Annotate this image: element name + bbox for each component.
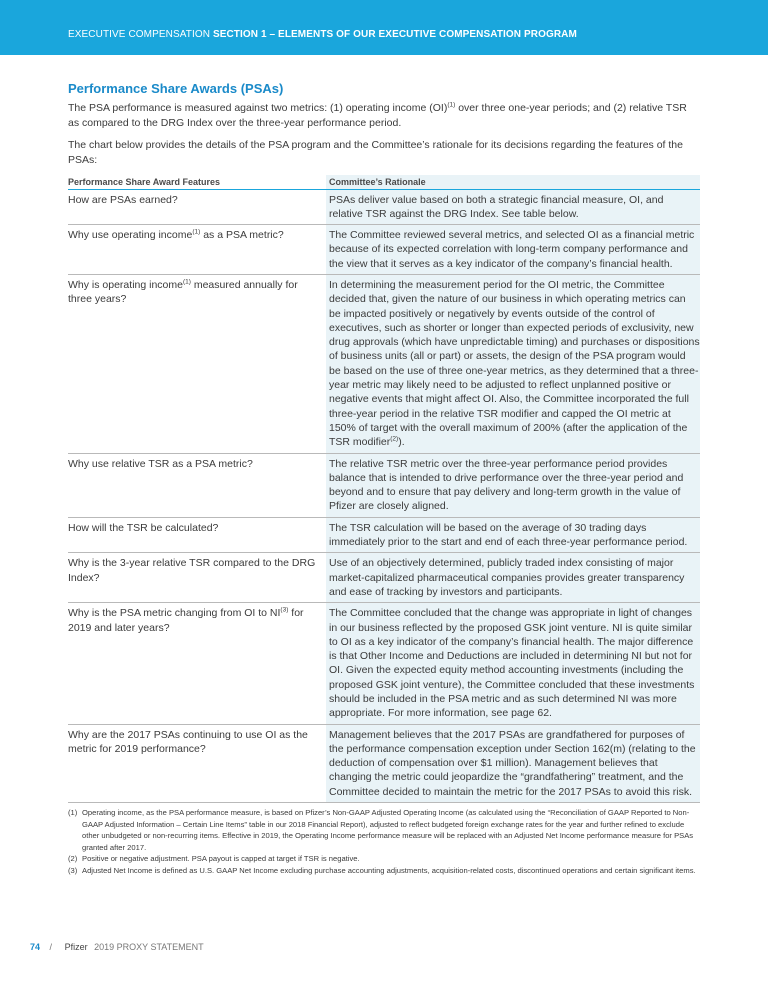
rationale-cell bbox=[326, 553, 700, 603]
page-footer bbox=[30, 942, 204, 952]
cell-text: ). bbox=[398, 436, 405, 449]
cell-text: The TSR calculation will be based on the average of 30 trading days immediately prior to the start and end of each three-year performance period. bbox=[329, 521, 688, 549]
feature-cell bbox=[68, 553, 326, 603]
table-header-row bbox=[68, 175, 700, 189]
footnote-ref: (1) bbox=[192, 228, 201, 236]
rationale-cell bbox=[326, 274, 700, 453]
rationale-cell bbox=[326, 724, 700, 802]
cell-text: Why is operating income bbox=[68, 278, 183, 291]
feature-cell bbox=[68, 603, 326, 724]
cell-text: for 2019 and later years? bbox=[68, 607, 304, 634]
table-row bbox=[68, 603, 700, 724]
cell-text: Why is the PSA metric changing from OI to NI bbox=[68, 607, 281, 620]
feature-cell bbox=[68, 189, 326, 225]
table-row bbox=[68, 189, 700, 225]
table-row bbox=[68, 724, 700, 802]
rationale-cell bbox=[326, 189, 700, 225]
cell-text: Why is the 3-year relative TSR compared to the DRG Index? bbox=[68, 557, 316, 584]
page-title: Performance Share Awards (PSAs) bbox=[68, 81, 284, 96]
footnotes bbox=[68, 807, 700, 877]
footnote-number: (2) bbox=[68, 854, 78, 864]
feature-cell bbox=[68, 225, 326, 275]
feature-cell bbox=[68, 517, 326, 553]
cell-text: measured annually for three years? bbox=[68, 278, 298, 306]
cell-text: as a PSA metric? bbox=[200, 229, 284, 242]
intro-paragraph-2: The chart below provides the details of the PSA program and the Committee’s rationale for its decisions regarding the features of the PSAs: bbox=[68, 139, 683, 166]
intro-paragraph-1 bbox=[68, 101, 700, 131]
intro-text: The PSA performance is measured against two metrics: (1) operating income (OI) bbox=[68, 102, 448, 114]
feature-cell bbox=[68, 724, 326, 802]
table-row bbox=[68, 274, 700, 453]
cell-text: Why are the 2017 PSAs continuing to use OI as the metric for 2019 performance? bbox=[68, 728, 308, 755]
section-header-category: EXECUTIVE COMPENSATION bbox=[68, 29, 211, 40]
cell-text: PSAs deliver value based on both a strategic financial measure, OI, and relative TSR against the DRG Index. See table below. bbox=[329, 193, 664, 220]
footnote-ref: (1) bbox=[182, 278, 191, 286]
cell-text: Why use relative TSR as a PSA metric? bbox=[68, 457, 253, 470]
footnote-ref: (3) bbox=[280, 606, 289, 614]
table-row bbox=[68, 517, 700, 553]
section-header bbox=[68, 29, 577, 40]
footer-brand: Pfizer bbox=[64, 942, 88, 952]
cell-text: Management believes that the 2017 PSAs are grandfathered for purposes of the performance compensation exception under Section 162(m) (relating to the deduction of compensation over $1 million). Management believes that changing the metric could jeopardize the “grandfathering” treatment, and the Committee decided to maintain the metric for the 2017 PSAs to avoid this risk. bbox=[329, 728, 696, 798]
cell-text: The Committee reviewed several metrics, and selected OI as a financial metric because of its expected correlation with long-term company performance and the view that it serves as a key indicator of the company’s financial health. bbox=[329, 229, 695, 270]
rationale-cell bbox=[326, 453, 700, 517]
table-row bbox=[68, 553, 700, 603]
cell-text: Why use operating income bbox=[68, 229, 193, 242]
page-number: 74 bbox=[30, 942, 41, 952]
feature-cell bbox=[68, 453, 326, 517]
footnote-ref: (2) bbox=[390, 435, 399, 443]
footnote-text: Operating income, as the PSA performance measure, is based on Pfizer’s Non-GAAP Adjusted Operating Income (as calculated using the “Reconciliation of GAAP Reported to Non-GAAP Adjusted Information – Certain Line Items” table in our 2018 Financial Report), adjusted to reflect budgeted foreign exchange rates for the year and further refined to exclude other unbudgeted or non-recurring items. Effective in 2019, the Operating Income performance measure will be replaced with an Adjusted Net Income performance measure for PSAs granted after 2017. bbox=[82, 808, 694, 852]
intro-text: over three one-year periods; and (2) relative TSR as compared to the DRG Index over the three-year performance period. bbox=[68, 102, 687, 129]
column-header-rationale: Committee’s Rationale bbox=[326, 175, 700, 189]
table-row bbox=[68, 453, 700, 517]
cell-text: In determining the measurement period for the OI metric, the Committee decided that, given the nature of our business in which operating metrics can be impacted positively or negatively by events outside of the control of executives, such as shorter or longer than expected periods of exclusivity, new drug approvals (which have unpredictable timing) and purchases or dispositions of business units (all or part) or assets, the design of the PSA program would be based on the use of three one-year metrics, as they determined that a three-year metric may likely need to be adjusted to reflect unplanned positive or negative events that might affect OI. Also, the Committee incorporated the full three-year period in the relative TSR modifier and capped the OI metric at 150% of target with the overall maximum of 200% (after the application of the TSR modifier bbox=[329, 278, 700, 449]
psa-features-table bbox=[68, 175, 700, 803]
section-header-title: SECTION 1 – ELEMENTS OF OUR EXECUTIVE COMPENSATION PROGRAM bbox=[212, 29, 577, 40]
footnote-number: (3) bbox=[68, 866, 78, 876]
cell-text: The relative TSR metric over the three-year performance period provides balance that is intended to drive performance over the three-year period and beyond and to ensure that pay delivery and long-term growth in the value of Pfizer are closely aligned. bbox=[329, 457, 684, 513]
rationale-cell bbox=[326, 517, 700, 553]
footnote-ref: (1) bbox=[447, 101, 456, 109]
footer-separator: / bbox=[49, 942, 53, 952]
footnote-text: Positive or negative adjustment. PSA payout is capped at target if TSR is negative. bbox=[82, 854, 360, 864]
cell-text: How are PSAs earned? bbox=[68, 193, 178, 206]
column-header-features: Performance Share Award Features bbox=[68, 175, 326, 189]
footnote bbox=[68, 807, 700, 853]
footnote bbox=[68, 865, 700, 877]
rationale-cell bbox=[326, 603, 700, 724]
feature-cell bbox=[68, 274, 326, 453]
cell-text: How will the TSR be calculated? bbox=[68, 521, 219, 534]
cell-text: The Committee concluded that the change was appropriate in light of changes in our business reflected by the proposed GSK joint venture. NI is quite similar to OI as a key indicator of the company’s financial health. The major difference is that Other Income and Deductions are included in determining NI but not for OI. Given the expected equity method accounting investments (including the proposed GSK joint venture), the Committee concluded that these investments should be included in the PSA metric and as such determined NI was more appropriate. For more information, see page 62. bbox=[329, 607, 695, 720]
footnote-text: Adjusted Net Income is defined as U.S. GAAP Net Income excluding purchase accounting adjustments, acquisition-related costs, discontinued operations and certain significant items. bbox=[82, 866, 696, 876]
footnote-number: (1) bbox=[68, 808, 78, 818]
footnote bbox=[68, 853, 700, 865]
section-header-bar bbox=[0, 0, 768, 55]
table-row bbox=[68, 225, 700, 275]
cell-text: Use of an objectively determined, publicly traded index consisting of major market-capitalized pharmaceutical companies provides greater transparency and ease of tracking by investors and participants. bbox=[329, 557, 685, 598]
main-content bbox=[68, 81, 700, 877]
footer-document-title: 2019 PROXY STATEMENT bbox=[94, 942, 204, 952]
rationale-cell bbox=[326, 225, 700, 275]
